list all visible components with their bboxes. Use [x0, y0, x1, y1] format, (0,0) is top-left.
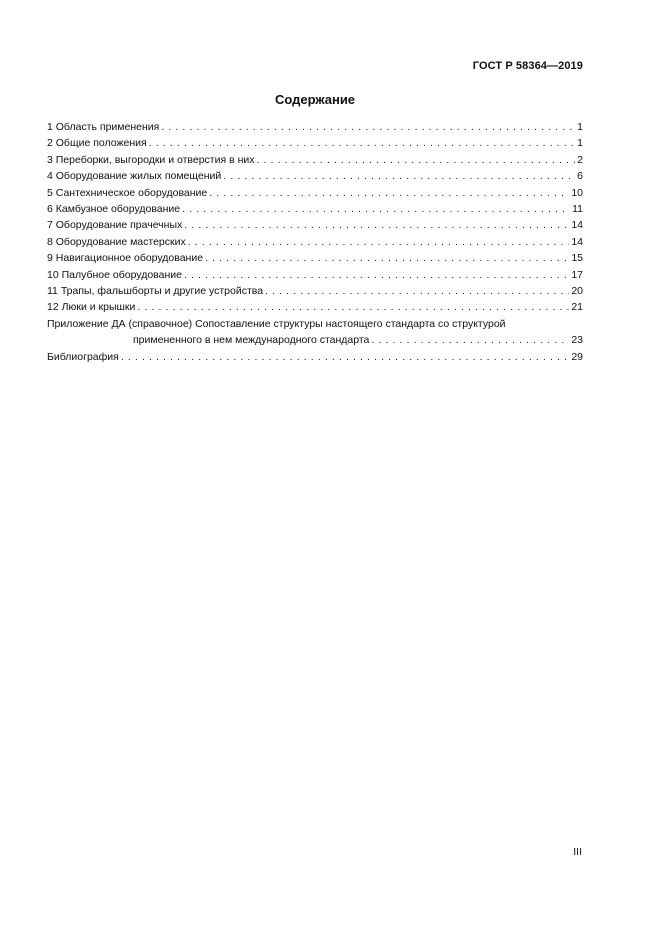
toc-item-label: 9 Навигационное оборудование [47, 252, 204, 265]
toc-item[interactable] [47, 152, 583, 168]
toc-item-page: 1 [577, 137, 583, 150]
toc-leader-dots [184, 217, 569, 233]
toc-item-page: 2 [577, 153, 583, 166]
toc-item-label: 2 Общие положения [47, 137, 147, 150]
toc-item[interactable] [47, 135, 583, 151]
table-of-contents [47, 119, 583, 365]
page-number: III [573, 846, 582, 858]
toc-item[interactable] [47, 267, 583, 283]
toc-item[interactable] [47, 168, 583, 184]
toc-item[interactable] [47, 119, 583, 135]
toc-item-page: 21 [571, 301, 583, 314]
toc-item-label: 6 Камбузное оборудование [47, 203, 181, 216]
toc-leader-dots [137, 299, 569, 315]
toc-item-page: 29 [571, 350, 583, 363]
toc-item-page: 6 [577, 170, 583, 183]
toc-item[interactable] [47, 217, 583, 233]
toc-item-label: 5 Сантехническое оборудование [47, 186, 208, 199]
toc-leader-dots [182, 201, 570, 217]
toc-item-label: Библиография [47, 350, 119, 363]
toc-item-label: 10 Палубное оборудование [47, 268, 182, 281]
toc-title: Содержание [274, 92, 356, 107]
toc-item-page: 15 [571, 252, 583, 265]
toc-item-page: 1 [577, 121, 583, 133]
toc-item-page: 20 [571, 285, 583, 298]
toc-item-label: 1 Область применения [47, 121, 160, 133]
toc-appendix-continuation [47, 332, 583, 348]
toc-leader-dots [188, 234, 570, 250]
toc-item[interactable] [47, 250, 583, 266]
toc-item-page: 14 [571, 235, 583, 248]
toc-leader-dots [265, 283, 569, 299]
toc-item-bibliography[interactable] [47, 349, 583, 365]
toc-item-page: 11 [572, 203, 583, 216]
toc-item[interactable] [47, 201, 583, 217]
toc-item-label: 7 Оборудование прачечных [47, 219, 183, 232]
toc-item-appendix[interactable] [47, 316, 583, 349]
toc-item[interactable] [47, 283, 583, 299]
toc-leader-dots [256, 152, 575, 168]
toc-leader-dots [371, 332, 569, 348]
toc-item[interactable] [47, 185, 583, 201]
toc-item-label: 3 Переборки, выгородки и отверстия в них [47, 153, 255, 166]
toc-leader-dots [223, 168, 575, 184]
toc-item-label: 8 Оборудование мастерских [47, 235, 186, 248]
toc-item-label: 12 Люки и крышки [47, 301, 136, 314]
toc-leader-dots [121, 349, 569, 365]
toc-appendix-line1: Приложение ДА (справочное) Сопоставление структуры настоящего стандарта со структурой [47, 317, 506, 330]
toc-appendix-line2: примененного в нем международного стандарта [133, 334, 370, 347]
toc-leader-dots [205, 250, 569, 266]
toc-item-label: 4 Оборудование жилых помещений [47, 170, 222, 183]
toc-leader-dots [149, 135, 575, 151]
toc-leader-dots [184, 267, 569, 283]
toc-item[interactable] [47, 299, 583, 315]
toc-leader-dots [161, 119, 575, 135]
toc-item-label: 11 Трапы, фальшборты и другие устройства [47, 285, 264, 298]
toc-item-page: 10 [571, 186, 583, 199]
toc-item-page: 17 [571, 268, 583, 281]
toc-item[interactable] [47, 234, 583, 250]
toc-item-page: 14 [571, 219, 583, 232]
toc-leader-dots [209, 185, 569, 201]
toc-appendix-page: 23 [571, 334, 583, 347]
document-code: ГОСТ Р 58364—2019 [472, 60, 583, 72]
